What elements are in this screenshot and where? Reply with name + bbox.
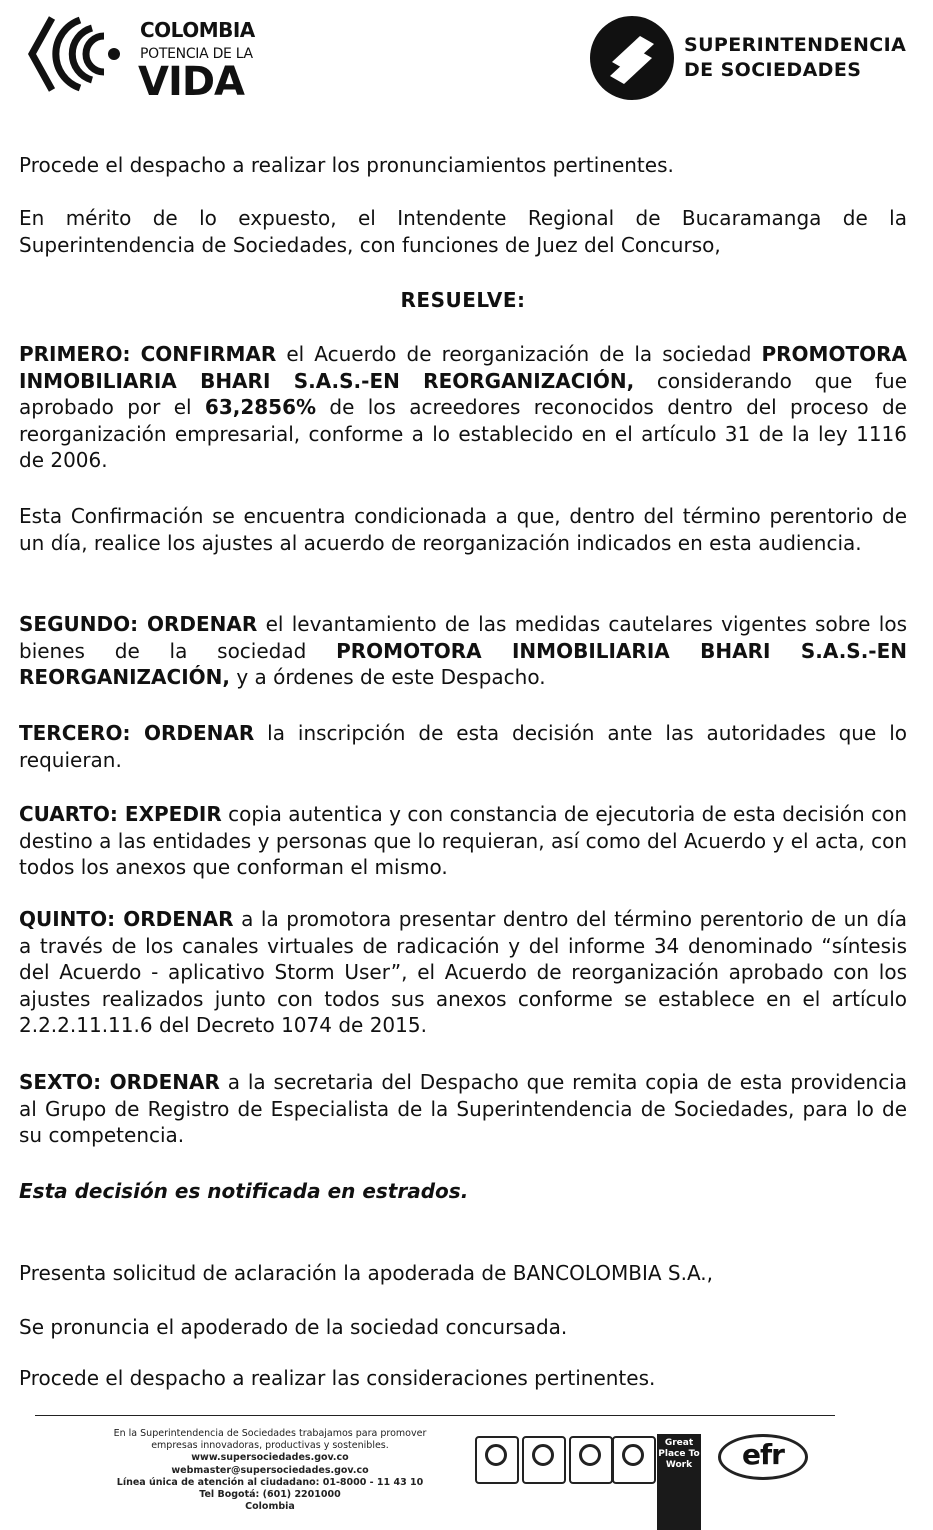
- great-place-to-work-badge: Great Place To Work: [657, 1434, 701, 1530]
- resolution-tercero: [19, 720, 907, 773]
- logo-line-superintendencia: SUPERINTENDENCIA: [684, 34, 907, 56]
- logo-line-potencia: POTENCIA DE LA: [140, 46, 253, 62]
- footer-phone-line: Línea única de atención al ciudadano: 01-8000 - 11 43 10: [116, 1476, 424, 1488]
- paragraph-pronuncia: Se pronuncia el apoderado de la sociedad concursada.: [19, 1315, 568, 1339]
- primero-percentage: 63,2856%: [204, 395, 317, 419]
- resuelve-heading: RESUELVE:: [400, 288, 526, 312]
- footer-country: Colombia: [245, 1501, 295, 1513]
- footer-line-1: En la Superintendencia de Sociedades trabajamos para promover: [113, 1428, 427, 1439]
- efr-certification-logo: [718, 1434, 810, 1488]
- paragraph-aclaracion: Presenta solicitud de aclaración la apoderada de BANCOLOMBIA S.A.,: [19, 1261, 714, 1285]
- resolution-cuarto: [19, 801, 907, 881]
- tercero-text: la inscripción de esta decisión ante las autoridades que lo requieran.: [19, 721, 907, 772]
- resolution-primero: [19, 341, 907, 474]
- logo-line-colombia: COLOMBIA: [140, 18, 255, 42]
- superintendencia-logo: [588, 14, 933, 104]
- footer-divider: [35, 1415, 835, 1416]
- quinto-label: QUINTO: ORDENAR: [19, 907, 234, 931]
- footer-email-link[interactable]: webmaster@supersociedades.gov.co: [171, 1464, 369, 1476]
- segundo-text-2: y a órdenes de este Despacho.: [229, 665, 546, 689]
- certification-badge-icon: [475, 1436, 519, 1484]
- quinto-text: a la promotora presentar dentro del término perentorio de un día a través de los canales virtuales de radicación y del informe 34 denominado “síntesis del Acuerdo - aplicativo Storm User”, el Acuerdo de reorganización aprobado con los ajustes realizados junto con todos sus anexos conforme se establece en el artículo 2.2.2.11.11.6 del Decreto 1074 de 2015.: [19, 907, 907, 1037]
- cuarto-text: copia autentica y con constancia de ejecutoria de esta decisión con destino a las entidades y personas que lo requieran, así como del Acuerdo y el acta, con todos los anexos que conforman el mismo.: [19, 802, 908, 879]
- segundo-label: SEGUNDO: ORDENAR: [19, 612, 258, 636]
- notificada-statement: Esta decisión es notificada en estrados.: [19, 1179, 469, 1203]
- resolution-quinto: [19, 906, 907, 1039]
- footer-website-link[interactable]: www.supersociedades.gov.co: [191, 1452, 349, 1464]
- sexto-text: a la secretaria del Despacho que remita copia de esta providencia al Grupo de Registro de Especialista de la Superintendencia de Sociedades, para lo de su competencia.: [19, 1070, 907, 1147]
- resolution-segundo: [19, 611, 907, 691]
- primero-label: PRIMERO:: [19, 342, 131, 366]
- paragraph-merito: En mérito de lo expuesto, el Intendente Regional de Bucaramanga de la Superintendencia de Sociedades, con funciones de Juez del Concurso,: [19, 206, 907, 257]
- footer-line-2: empresas innovadoras, productivas y sostenibles.: [151, 1440, 389, 1452]
- footer-contact-block: [80, 1428, 460, 1513]
- primero-text-3: de los acreedores reconocidos dentro del proceso de reorganización empresarial, conforme a lo establecido en el artículo 31 de la ley 1116 de 2006.: [19, 395, 907, 472]
- efr-logo-text: efr: [742, 1438, 784, 1471]
- segundo-text-1: el levantamiento de las medidas cautelares vigentes sobre los bienes de la sociedad: [19, 612, 907, 663]
- footer-bogota-phone: Tel Bogotá: (601) 2201000: [199, 1489, 341, 1501]
- cuarto-label: CUARTO: EXPEDIR: [19, 802, 222, 826]
- colombia-potencia-de-la-vida-logo: [22, 10, 262, 105]
- paragraph-consideraciones: Procede el despacho a realizar las consideraciones pertinentes.: [19, 1366, 656, 1390]
- primero-verb: CONFIRMAR: [140, 342, 277, 366]
- certification-badge-icon: [522, 1436, 566, 1484]
- logo-line-de-sociedades: DE SOCIEDADES: [684, 59, 862, 81]
- logo-line-vida: VIDA: [138, 59, 244, 105]
- primero-company: PROMOTORA INMOBILIARIA BHARI S.A.S.-EN REORGANIZACIÓN,: [19, 342, 907, 393]
- tercero-label: TERCERO: ORDENAR: [19, 721, 255, 745]
- segundo-company: PROMOTORA INMOBILIARIA BHARI S.A.S.-EN REORGANIZACIÓN,: [19, 638, 908, 689]
- certification-badge-icon: [612, 1436, 656, 1484]
- paragraph-pronunciamientos: Procede el despacho a realizar los pronunciamientos pertinentes.: [19, 153, 674, 177]
- paragraph-condicion: Esta Confirmación se encuentra condicionada a que, dentro del término perentorio de un día, realice los ajustes al acuerdo de reorganización indicados en esta audiencia.: [19, 504, 907, 555]
- resolution-sexto: [19, 1069, 907, 1149]
- superintendencia-seal-icon: [588, 14, 676, 102]
- colombia-waves-icon: [22, 14, 132, 94]
- primero-text-2: considerando que fue aprobado por el: [19, 368, 907, 419]
- certification-badge-icon: [569, 1436, 613, 1484]
- primero-text-1: el Acuerdo de reorganización de la sociedad: [276, 342, 762, 366]
- sexto-label: SEXTO: ORDENAR: [19, 1070, 220, 1094]
